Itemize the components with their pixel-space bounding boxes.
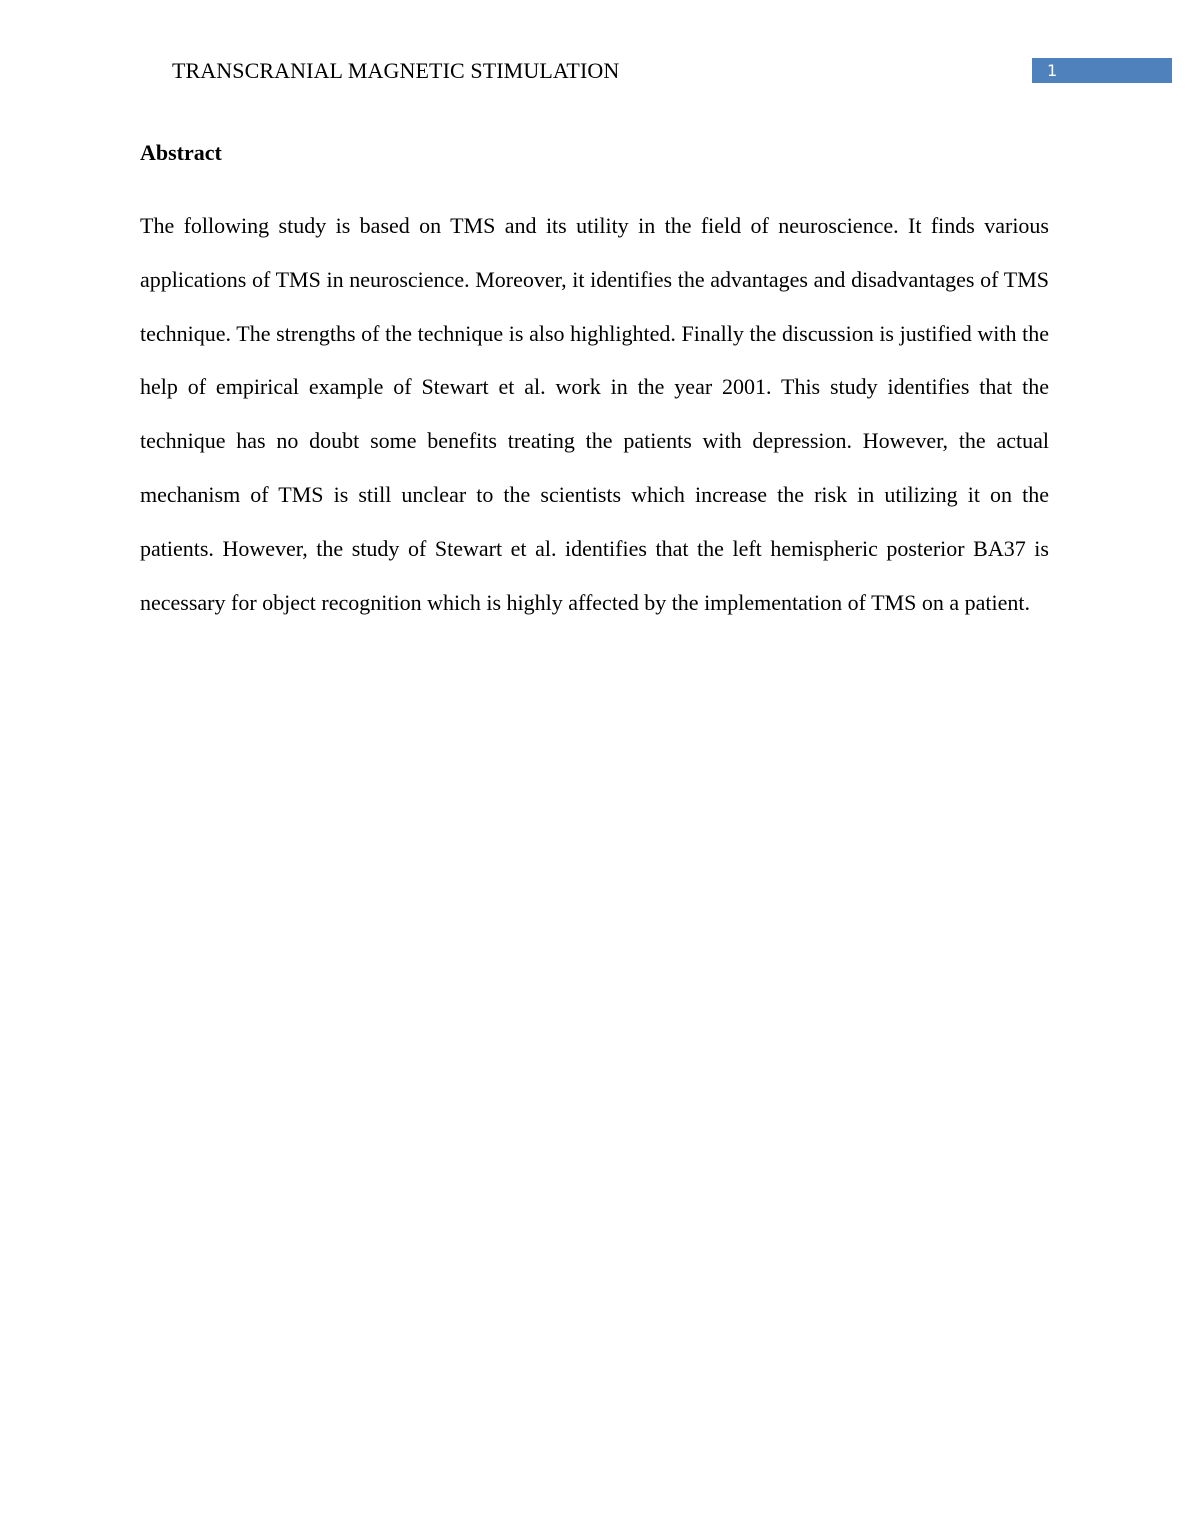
abstract-paragraph: The following study is based on TMS and its utility in the field of neuroscience. It finds various applications of TMS in neuroscience. Moreover, it identifies the advantages and disadvantages of TMS technique. The strengths of the technique is also highlighted. Finally the discussion is justified with the help of empirical example of Stewart et al. work in the year 2001. This study identifies that the technique has no doubt some benefits treating the patients with depression. However, the actual mechanism of TMS is still unclear to the scientists which increase the risk in utilizing it on the patients. However, the study of Stewart et al. identifies that the left hemispheric posterior BA37 is necessary for object recognition which is highly affected by the implementation of TMS on a patient. [140,213,1049,615]
page-number-badge [1032,58,1172,83]
running-header-title: TRANSCRANIAL MAGNETIC STIMULATION [172,58,620,83]
page-number: 1 [1047,61,1058,80]
abstract-heading: Abstract [140,140,222,165]
